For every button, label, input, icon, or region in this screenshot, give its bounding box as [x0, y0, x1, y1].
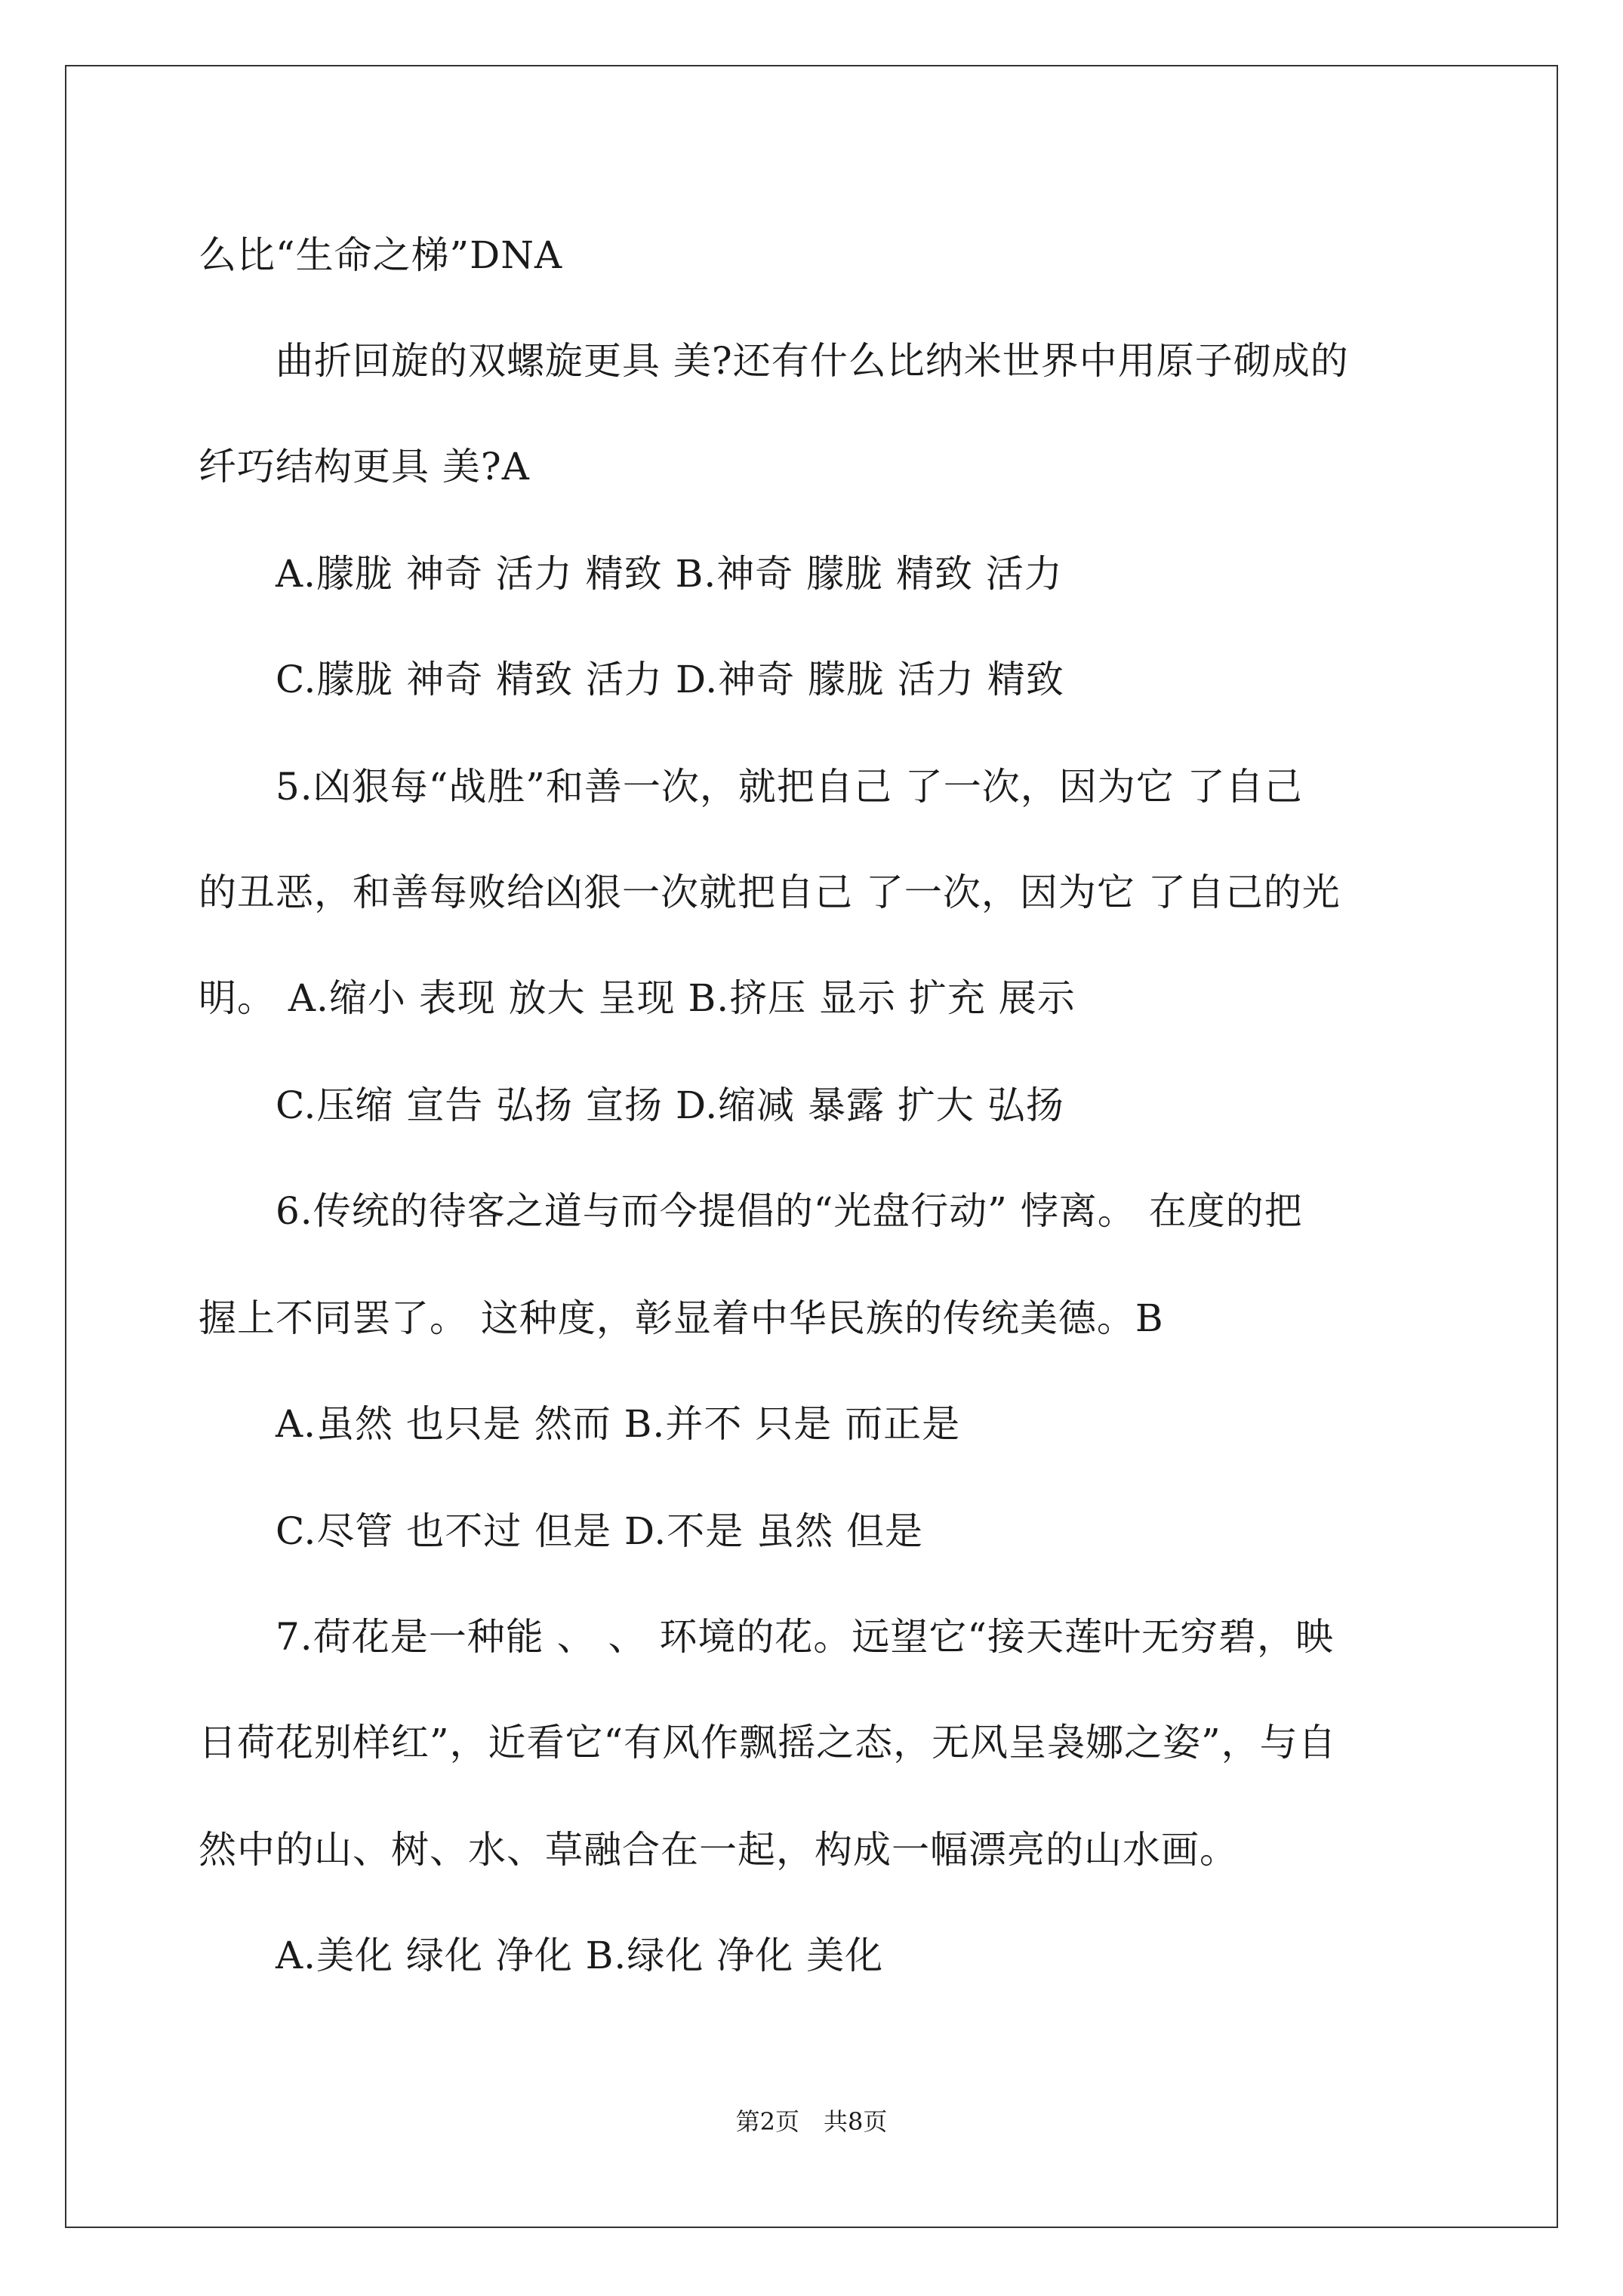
option-line: A.美化 绿化 净化 B.绿化 净化 美化	[276, 1934, 884, 1977]
option-line: A.朦胧 神奇 活力 精致 B.神奇 朦胧 精致 活力	[276, 552, 1063, 596]
option-line: A.虽然 也只是 然而 B.并不 只是 而正是	[276, 1402, 961, 1446]
text-line: 握上不同罢了。 这种度，彰显着中华民族的传统美德。B	[199, 1296, 1164, 1340]
text-line: 么比“生命之梯”DNA	[199, 233, 563, 277]
option-line: C.压缩 宣告 弘扬 宣扬 D.缩减 暴露 扩大 弘扬	[276, 1083, 1064, 1127]
text-line: 明。 A.缩小 表现 放大 呈现 B.挤压 显示 扩充 展示	[199, 976, 1076, 1020]
text-line: 的丑恶，和善每败给凶狠一次就把自己 了一次，因为它 了自己的光	[199, 871, 1341, 914]
option-line: C.朦胧 神奇 精致 活力 D.神奇 朦胧 活力 精致	[276, 658, 1064, 701]
page-number: 第2页 共8页	[735, 2107, 888, 2136]
question-line: 5.凶狠每“战胜”和善一次，就把自己 了一次，因为它 了自己	[276, 765, 1303, 809]
text-line: 曲折回旋的双螺旋更具 美?还有什么比纳米世界中用原子砌成的	[276, 339, 1349, 383]
text-line: 日荷花别样红”，近看它“有风作飘摇之态，无风呈袅娜之姿”，与自	[199, 1721, 1337, 1764]
text-line: 纤巧结构更具 美?A	[199, 445, 530, 488]
option-line: C.尽管 也不过 但是 D.不是 虽然 但是	[276, 1509, 924, 1553]
question-line: 7.荷花是一种能 、 、 环境的花。远望它“接天莲叶无穷碧，映	[276, 1615, 1334, 1659]
page-frame	[65, 65, 1558, 2228]
text-line: 然中的山、树、水、草融合在一起，构成一幅漂亮的山水画。	[199, 1828, 1238, 1872]
question-line: 6.传统的待客之道与而今提倡的“光盘行动” 悖离。 在度的把	[276, 1189, 1303, 1233]
